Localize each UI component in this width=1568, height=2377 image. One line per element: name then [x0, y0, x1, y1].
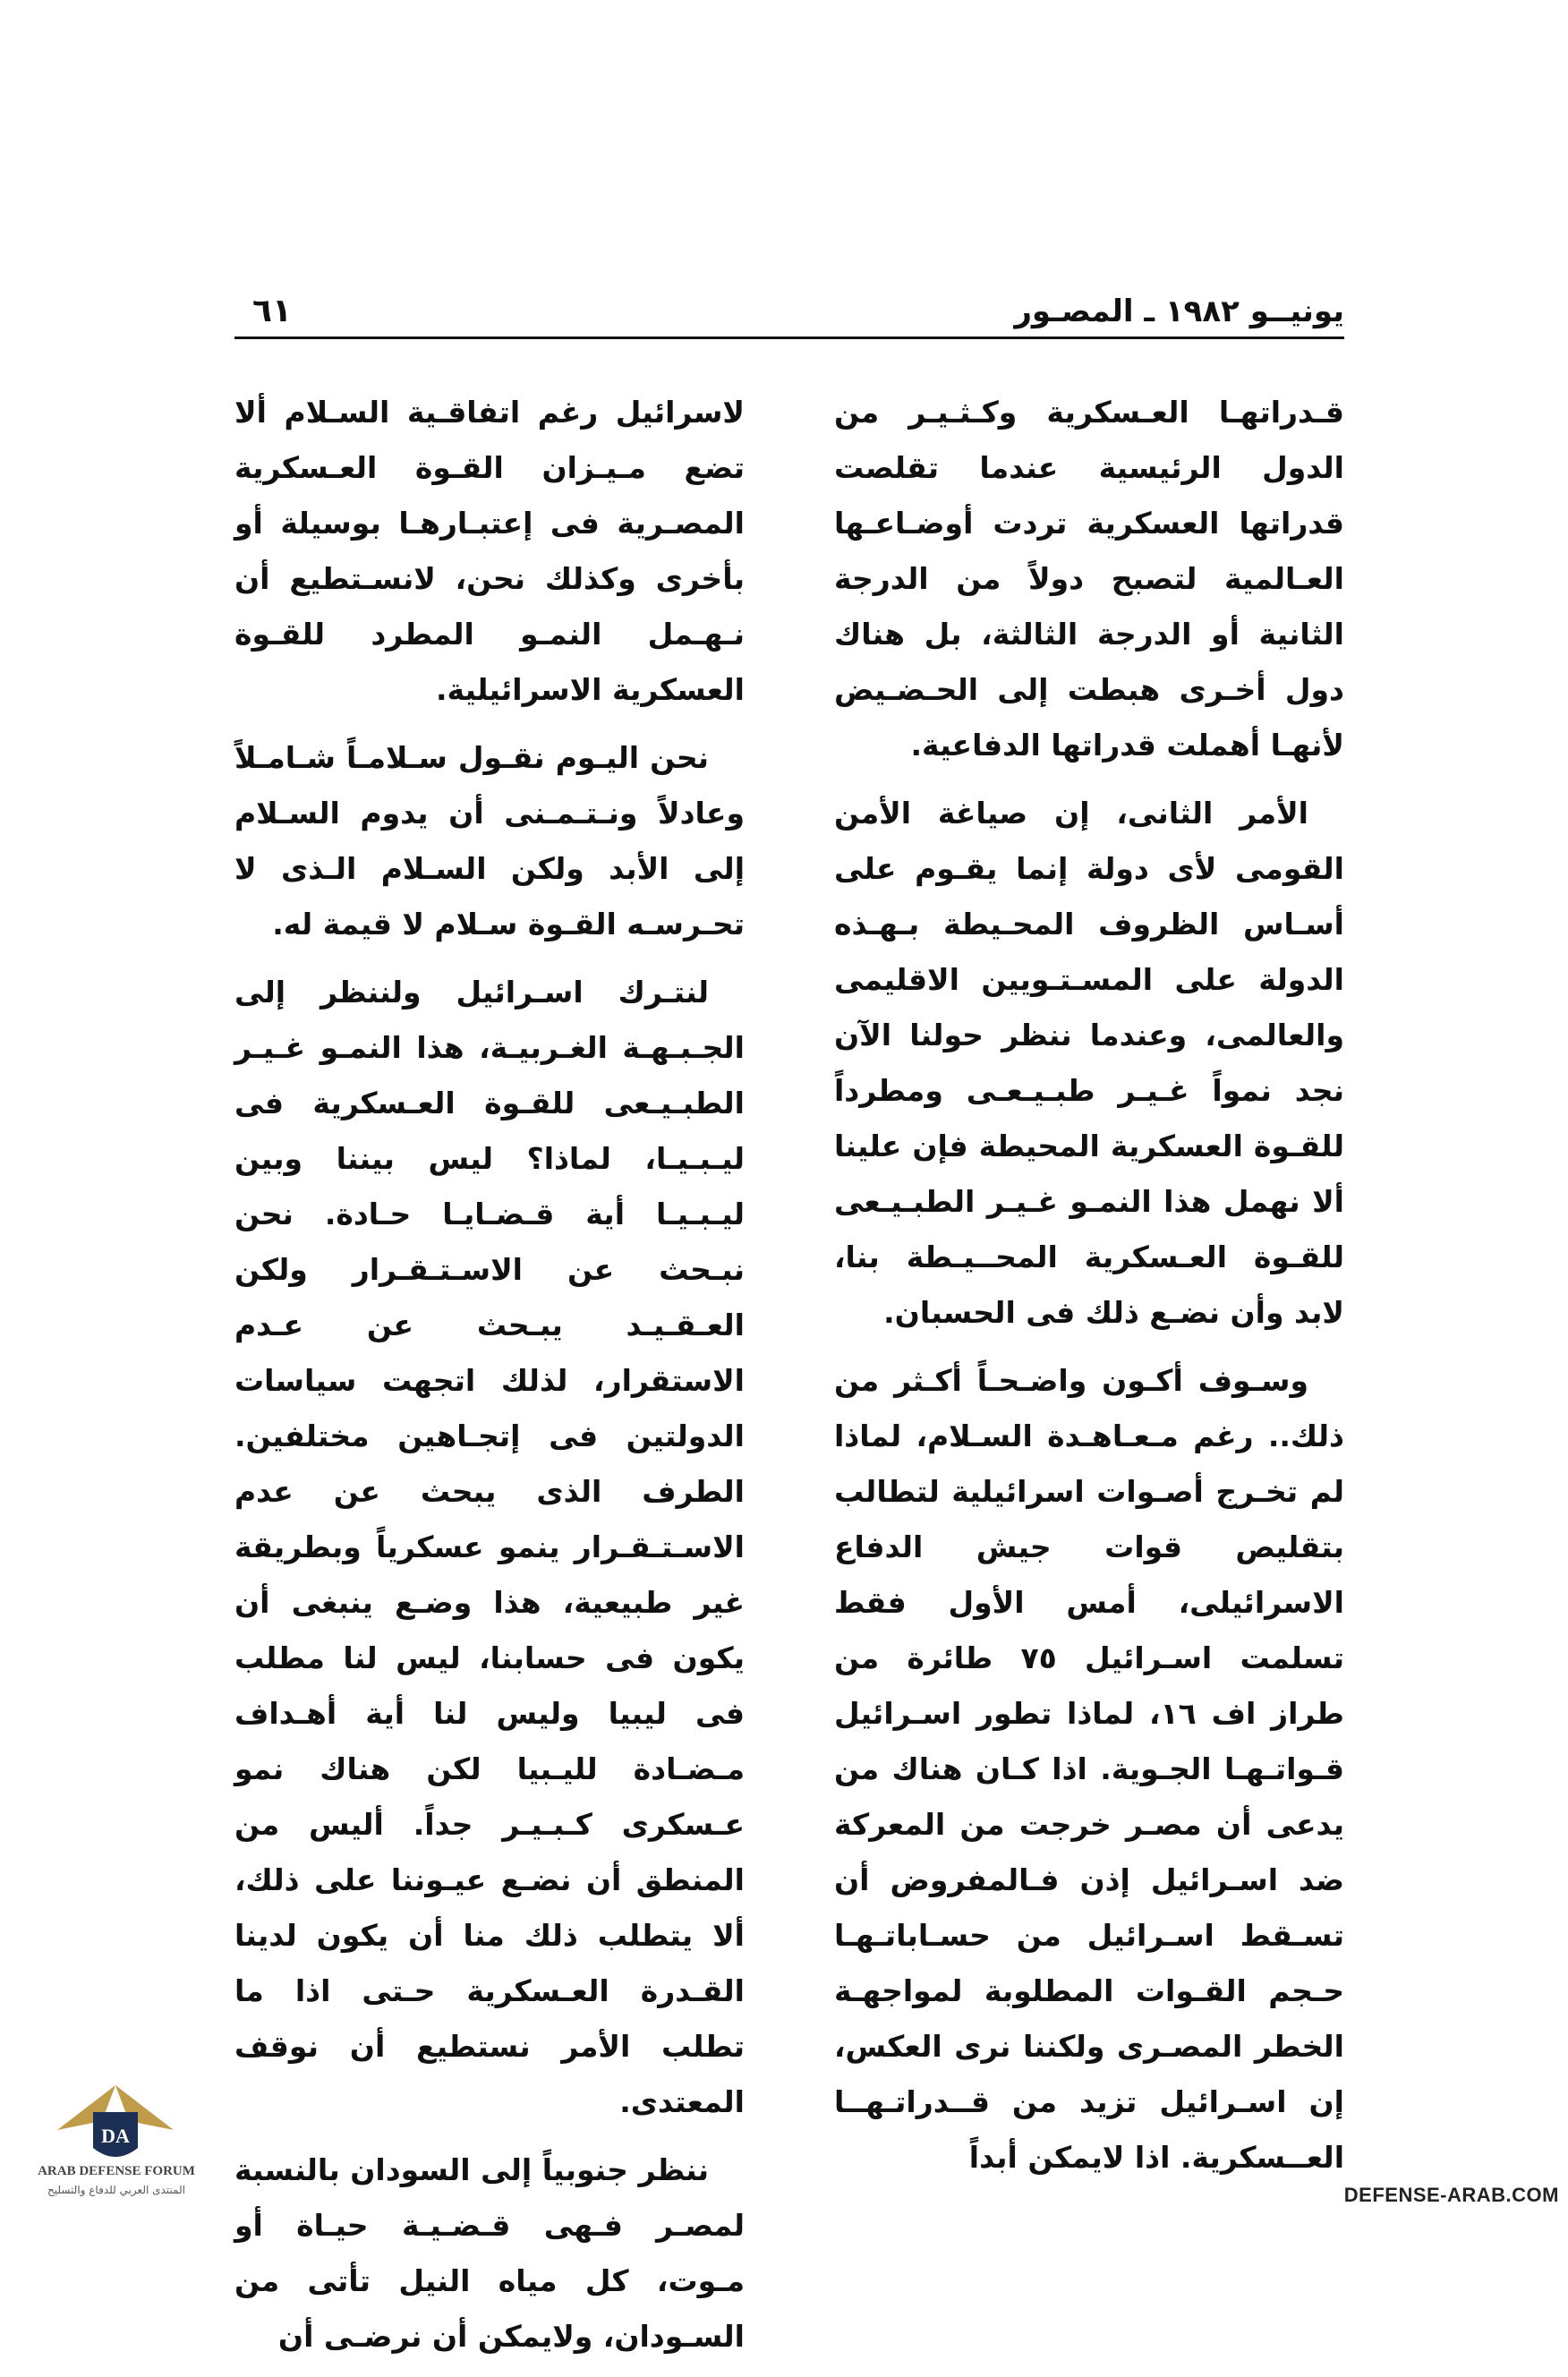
page-number: ٦١ [252, 293, 292, 329]
paragraph: نحن اليـوم نقـول سـلامـاً شـامـلاً وعادلاً ونـتـمـنى أن يدوم السـلام إلى الأبد ولكن السـلام الـذى لا تحـرسـه القـوة سـلام لا قيمة له. [234, 740, 745, 941]
paragraph: قـدراتهـا العـسكرية وكـثـيـر من الدول الرئيسية عندما تقلصت قدراتها العسكرية تردت أوضـاعـها العـالمية لتصبح دولاً من الدرجة الثانية أو الدرجة الثالثة، بل هناك دول أخـرى هبطت إلى الحـضـيض لأنهـا أهملت قدراتها الدفاعية. [834, 395, 1344, 763]
paragraph: الأمر الثانى، إن صياغة الأمن القومى لأى دولة إنما يقـوم على أسـاس الظروف المحـيطة بـهـذه الدولة على المسـتـويين الاقليمى والعالمى، وعندما ننظر حولنا الآن نجد نمواً غـيـر طبـيـعـى ومطرداً للقـوة العسكرية المحيطة فإن علينا ألا نهمل هذا النمـو غـيـر الطبـيـعى للقـوة العـسكرية المحــيـطة بنا، لابد وأن نضـع ذلك فى الحسبان. [834, 796, 1344, 1330]
paragraph: ننظر جنوبياً إلى السودان بالنسبة لمصـر فـهى قـضـيـة حيـاة أو مـوت، كل مياه النيل تأتى من السـودان، ولايمكن أن نرضـى أن [234, 2152, 745, 2354]
paragraph: لنتـرك اسـرائيل ولننظر إلى الجـبـهـة الغـربيـة، هذا النمـو غـيـر الطبـيـعى للقـوة العـسكرية فى ليـبـيـا، لماذا؟ ليس بيننا وبين ليـبـيـا أية قـضـايـا حـادة. نحن نبـحث عن الاسـتـقـرار ولكن العـقـيـد يبـحث عن عـدم الاستقرار، لذلك اتجهت سياسات الدولتين فى إتجـاهين مختلفين. الطرف الذى يبحث عن عدم الاسـتـقـرار ينمو عسكرياً وبطريقة غير طبيعية، هذا وضـع ينبغى أن يكون فى حسابنا، ليس لنا مطلب فى ليبيا وليس لنا أية أهـداف مـضـادة لليـبيا لكن هناك نمو عـسكرى كـبـيـر جداً. أليس من المنطق أن نضـع عيـوننا على ذلك، ألا يتطلب ذلك منا أن يكون لدينا القـدرة العـسكرية حـتى اذا ما تطلب الأمر نستطيع أن نوقف المعتدى. [234, 975, 745, 2119]
running-title: يونيــو ١٩٨٢ ـ المصـور [1014, 294, 1344, 329]
text-column-right [834, 385, 1344, 2198]
logo-caption: ARAB DEFENSE FORUM [38, 2164, 195, 2178]
logo-initials: DA [101, 2125, 130, 2147]
page-header [234, 286, 1344, 339]
paragraph: وسـوف أكـون واضـحـاً أكـثر من ذلك.. رغم مـعـاهـدة السـلام، لماذا لم تخـرج أصـوات اسرائيلية لتطالب بتقليص قوات جيش الدفاع الاسرائيلى، أمس الأول فقط تسلمت اسـرائيل ٧٥ طائرة من طراز اف ١٦، لماذا تطور اسـرائيل قـواتـهـا الجـوية. اذا كـان هناك من يدعى أن مصـر خرجت من المعركة ضد اسـرائيل إذن فـالمفروض أن تسـقط اسـرائيل من حسـاباتـهـا حـجم القـوات المطلوبة لمواجهـة الخطر المصـرى ولكننا نرى العكس، إن اسـرائيل تزيد من قــدراتـهــا العــسكرية. اذا لايمكن أبداً [834, 1363, 1344, 2175]
site-watermark: DEFENSE-ARAB.COM [1343, 2184, 1559, 2206]
forum-logo-icon [39, 2067, 192, 2219]
text-column-left [234, 385, 745, 2377]
paragraph: لاسرائيل رغم اتفاقـية السـلام ألا تضع مـيـزان القـوة العـسكرية المصـرية فى إعتبـارهـا بوسيلة أو بأخرى وكذلك نحن، لانسـتطيع أن نـهـمل النمـو المطرد للقـوة العسكرية الاسرائيلية. [234, 395, 745, 707]
logo-subcaption: المنتدى العربي للدفاع والتسليح [47, 2184, 185, 2196]
